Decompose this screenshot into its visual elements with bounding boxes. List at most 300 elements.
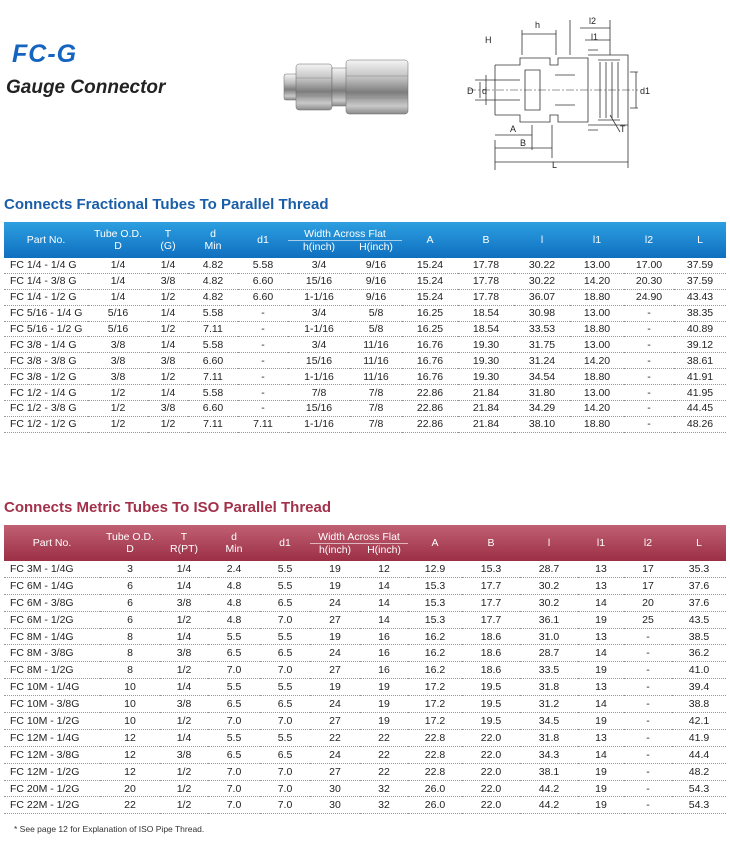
table-cell: 7.0 bbox=[208, 780, 260, 797]
table-cell: 3/8 bbox=[148, 273, 188, 289]
table-cell: 3/4 bbox=[288, 305, 350, 321]
table-cell: 30.22 bbox=[514, 273, 570, 289]
col-width-across-flat: Width Across Flat h(inch) H(inch) bbox=[288, 222, 402, 258]
table-cell: 31.80 bbox=[514, 385, 570, 401]
table-cell: 7.0 bbox=[260, 763, 310, 780]
table-cell: 44.4 bbox=[672, 746, 726, 763]
table-cell: 15/16 bbox=[288, 273, 350, 289]
table-row bbox=[4, 679, 726, 696]
table-row bbox=[4, 577, 726, 594]
table-cell: 24 bbox=[310, 696, 360, 713]
label-h: h bbox=[535, 20, 541, 30]
table-cell: 6.60 bbox=[188, 353, 238, 369]
col-l: l bbox=[520, 525, 578, 561]
table-cell: 36.2 bbox=[672, 645, 726, 662]
table-cell: 12 bbox=[100, 729, 160, 746]
part-number-cell: FC 3/8 - 1/4 G bbox=[4, 337, 88, 353]
table-cell: 22.0 bbox=[462, 746, 520, 763]
table-cell: 38.8 bbox=[672, 696, 726, 713]
footnote: * See page 12 for Explanation of ISO Pipe Thread. bbox=[14, 824, 205, 834]
dimension-drawing bbox=[460, 10, 730, 175]
table-cell: 18.80 bbox=[570, 289, 624, 305]
table-row bbox=[4, 385, 726, 401]
table-row bbox=[4, 401, 726, 417]
table-cell: 12 bbox=[100, 746, 160, 763]
table-cell: 19 bbox=[310, 628, 360, 645]
table-cell: 13.00 bbox=[570, 305, 624, 321]
table-cell: 1/2 bbox=[88, 385, 148, 401]
table-cell: - bbox=[238, 385, 288, 401]
table-cell: 22.8 bbox=[408, 763, 462, 780]
table-row bbox=[4, 416, 726, 432]
table-cell: 1-1/16 bbox=[288, 369, 350, 385]
table-cell: 30.98 bbox=[514, 305, 570, 321]
table-cell: 19 bbox=[578, 611, 624, 628]
label-H: H bbox=[485, 35, 492, 45]
product-code-title: FC-G bbox=[12, 40, 78, 68]
table-cell: 31.75 bbox=[514, 337, 570, 353]
table-cell: 22 bbox=[310, 729, 360, 746]
table-cell: 6 bbox=[100, 577, 160, 594]
table-cell: 15.24 bbox=[402, 258, 458, 273]
table-cell: 15.3 bbox=[408, 594, 462, 611]
table-cell: 27 bbox=[310, 611, 360, 628]
col-part-no: Part No. bbox=[4, 525, 100, 561]
table-cell: 1/4 bbox=[88, 258, 148, 273]
table-row bbox=[4, 611, 726, 628]
table-cell: 13 bbox=[578, 729, 624, 746]
table-cell: 19 bbox=[360, 679, 408, 696]
table-cell: 5.58 bbox=[188, 337, 238, 353]
table-cell: 13 bbox=[578, 561, 624, 577]
table-cell: 4.82 bbox=[188, 273, 238, 289]
table-row bbox=[4, 628, 726, 645]
table-cell: 17 bbox=[624, 577, 672, 594]
table-cell: 7.0 bbox=[260, 713, 310, 730]
table-cell: 12 bbox=[100, 763, 160, 780]
table-cell: - bbox=[238, 321, 288, 337]
col-l2: l2 bbox=[624, 222, 674, 258]
table-cell: 34.3 bbox=[520, 746, 578, 763]
table-cell: 6.5 bbox=[260, 594, 310, 611]
fractional-dimensions-table bbox=[4, 222, 726, 433]
table-cell: 13.00 bbox=[570, 337, 624, 353]
table-cell: 30 bbox=[310, 797, 360, 814]
table-cell: 3/8 bbox=[148, 353, 188, 369]
table-row bbox=[4, 645, 726, 662]
table-cell: 7.11 bbox=[188, 369, 238, 385]
table-cell: 38.10 bbox=[514, 416, 570, 432]
table-cell: 3/4 bbox=[288, 337, 350, 353]
table-cell: 19.30 bbox=[458, 337, 514, 353]
table-cell: 15.3 bbox=[408, 577, 462, 594]
table-cell: 15.24 bbox=[402, 273, 458, 289]
table-cell: 19.5 bbox=[462, 696, 520, 713]
table-cell: 40.89 bbox=[674, 321, 726, 337]
table-cell: - bbox=[624, 763, 672, 780]
metric-dimensions-table bbox=[4, 525, 726, 814]
table-cell: 30.22 bbox=[514, 258, 570, 273]
table-cell: 19 bbox=[578, 662, 624, 679]
table-cell: 14 bbox=[578, 645, 624, 662]
table-row bbox=[4, 780, 726, 797]
table-cell: 22.86 bbox=[402, 401, 458, 417]
table-cell: 48.2 bbox=[672, 763, 726, 780]
table-cell: - bbox=[624, 679, 672, 696]
table-cell: 27 bbox=[310, 763, 360, 780]
table-cell: 3/8 bbox=[88, 337, 148, 353]
table-cell: 15/16 bbox=[288, 401, 350, 417]
table-cell: 3/8 bbox=[88, 353, 148, 369]
table-cell: 1-1/16 bbox=[288, 321, 350, 337]
table-cell: 18.6 bbox=[462, 662, 520, 679]
table-row bbox=[4, 713, 726, 730]
part-number-cell: FC 12M - 1/2G bbox=[4, 763, 100, 780]
table-cell: 17.2 bbox=[408, 679, 462, 696]
table-cell: 34.29 bbox=[514, 401, 570, 417]
table-cell: 5.58 bbox=[238, 258, 288, 273]
table-cell: 22 bbox=[360, 763, 408, 780]
table-cell: 14 bbox=[578, 746, 624, 763]
table-cell: - bbox=[624, 416, 674, 432]
part-number-cell: FC 5/16 - 1/2 G bbox=[4, 321, 88, 337]
table-cell: 22.86 bbox=[402, 416, 458, 432]
table-cell: 32 bbox=[360, 797, 408, 814]
col-B: B bbox=[462, 525, 520, 561]
table-cell: - bbox=[624, 337, 674, 353]
table-cell: 21.84 bbox=[458, 401, 514, 417]
table-cell: 1/2 bbox=[148, 289, 188, 305]
table-cell: 1/2 bbox=[148, 369, 188, 385]
table-cell: 1/2 bbox=[88, 401, 148, 417]
table-cell: 22.0 bbox=[462, 797, 520, 814]
table-cell: 1/2 bbox=[160, 780, 208, 797]
table-cell: 18.80 bbox=[570, 321, 624, 337]
table-cell: 18.80 bbox=[570, 369, 624, 385]
table-row bbox=[4, 746, 726, 763]
table-cell: 24 bbox=[310, 594, 360, 611]
table-cell: 3/8 bbox=[88, 369, 148, 385]
table-cell: 10 bbox=[100, 679, 160, 696]
part-number-cell: FC 6M - 3/8G bbox=[4, 594, 100, 611]
table-cell: 37.6 bbox=[672, 594, 726, 611]
table-cell: 38.61 bbox=[674, 353, 726, 369]
table-cell: 38.1 bbox=[520, 763, 578, 780]
table-cell: 1/4 bbox=[148, 305, 188, 321]
table-cell: 22 bbox=[100, 797, 160, 814]
part-number-cell: FC 12M - 3/8G bbox=[4, 746, 100, 763]
table-row bbox=[4, 729, 726, 746]
col-d-min: d Min bbox=[188, 222, 238, 258]
table-cell: 5.5 bbox=[260, 561, 310, 577]
table-cell: 22.0 bbox=[462, 763, 520, 780]
table-cell: 7.0 bbox=[208, 713, 260, 730]
part-number-cell: FC 6M - 1/2G bbox=[4, 611, 100, 628]
table-cell: 28.7 bbox=[520, 561, 578, 577]
table-cell: 17.00 bbox=[624, 258, 674, 273]
table-cell: 16.25 bbox=[402, 321, 458, 337]
table-row bbox=[4, 594, 726, 611]
table-cell: 13 bbox=[578, 679, 624, 696]
table-cell: 37.6 bbox=[672, 577, 726, 594]
table-cell: - bbox=[624, 401, 674, 417]
table-cell: 37.59 bbox=[674, 258, 726, 273]
table-cell: - bbox=[624, 628, 672, 645]
table-cell: 7/8 bbox=[350, 385, 402, 401]
table-cell: 16.76 bbox=[402, 337, 458, 353]
table-cell: - bbox=[624, 713, 672, 730]
table-cell: 17.2 bbox=[408, 696, 462, 713]
table-cell: 11/16 bbox=[350, 353, 402, 369]
table-row bbox=[4, 662, 726, 679]
table-cell: 34.54 bbox=[514, 369, 570, 385]
table-cell: 6.5 bbox=[208, 746, 260, 763]
table-cell: 42.1 bbox=[672, 713, 726, 730]
table-row bbox=[4, 321, 726, 337]
product-name-subtitle: Gauge Connector bbox=[6, 77, 166, 98]
table-cell: 54.3 bbox=[672, 797, 726, 814]
table-cell: 22.8 bbox=[408, 729, 462, 746]
table-cell: 19 bbox=[310, 577, 360, 594]
table-cell: 19.30 bbox=[458, 353, 514, 369]
table-cell: 3/8 bbox=[160, 746, 208, 763]
table-cell: 22.0 bbox=[462, 729, 520, 746]
table-cell: 17.78 bbox=[458, 289, 514, 305]
table-cell: 30.2 bbox=[520, 577, 578, 594]
table-cell: 1/4 bbox=[160, 561, 208, 577]
part-number-cell: FC 20M - 1/2G bbox=[4, 780, 100, 797]
part-number-cell: FC 3/8 - 1/2 G bbox=[4, 369, 88, 385]
table-cell: - bbox=[238, 305, 288, 321]
table-cell: 1/2 bbox=[160, 763, 208, 780]
table-cell: 10 bbox=[100, 713, 160, 730]
table-cell: 1/4 bbox=[148, 337, 188, 353]
table-cell: 54.3 bbox=[672, 780, 726, 797]
col-d1: d1 bbox=[260, 525, 310, 561]
table-cell: 16.2 bbox=[408, 645, 462, 662]
table-cell: 43.43 bbox=[674, 289, 726, 305]
table-cell: 8 bbox=[100, 645, 160, 662]
table-cell: 20 bbox=[624, 594, 672, 611]
table-cell: 19 bbox=[578, 763, 624, 780]
col-tube-od: Tube O.D. D bbox=[100, 525, 160, 561]
part-number-cell: FC 10M - 3/8G bbox=[4, 696, 100, 713]
table-cell: 22 bbox=[360, 729, 408, 746]
table-cell: 19 bbox=[578, 797, 624, 814]
table-cell: 14 bbox=[360, 577, 408, 594]
table-row bbox=[4, 353, 726, 369]
table-cell: 5.5 bbox=[260, 679, 310, 696]
col-d-min: d Min bbox=[208, 525, 260, 561]
table-cell: 6.5 bbox=[208, 645, 260, 662]
table-cell: - bbox=[238, 353, 288, 369]
col-l2: l2 bbox=[624, 525, 672, 561]
table-cell: 5.5 bbox=[208, 679, 260, 696]
table-cell: 7.0 bbox=[260, 611, 310, 628]
table-cell: 11/16 bbox=[350, 369, 402, 385]
table-cell: 1-1/16 bbox=[288, 289, 350, 305]
table-cell: 1/2 bbox=[88, 416, 148, 432]
table-cell: 16 bbox=[360, 645, 408, 662]
table-cell: 5/8 bbox=[350, 321, 402, 337]
table-cell: 1/4 bbox=[148, 258, 188, 273]
col-tube-od: Tube O.D. D bbox=[88, 222, 148, 258]
table-cell: 7.11 bbox=[238, 416, 288, 432]
table-cell: 17.7 bbox=[462, 611, 520, 628]
table-cell: 22.0 bbox=[462, 780, 520, 797]
label-B: B bbox=[520, 138, 527, 148]
table-cell: 27 bbox=[310, 662, 360, 679]
table-cell: - bbox=[238, 369, 288, 385]
table-cell: 22 bbox=[360, 746, 408, 763]
table-cell: 17.2 bbox=[408, 713, 462, 730]
table-cell: - bbox=[624, 353, 674, 369]
table-cell: 18.54 bbox=[458, 321, 514, 337]
col-A: A bbox=[408, 525, 462, 561]
table-row bbox=[4, 337, 726, 353]
table-row bbox=[4, 561, 726, 577]
table-cell: 14 bbox=[578, 594, 624, 611]
table-cell: 3 bbox=[100, 561, 160, 577]
table-cell: 7.0 bbox=[208, 797, 260, 814]
table-row bbox=[4, 797, 726, 814]
table-cell: 5.5 bbox=[208, 729, 260, 746]
table-cell: - bbox=[624, 305, 674, 321]
table-row bbox=[4, 369, 726, 385]
table-cell: 41.0 bbox=[672, 662, 726, 679]
table-cell: 31.0 bbox=[520, 628, 578, 645]
table-cell: 32 bbox=[360, 780, 408, 797]
table-cell: 15.24 bbox=[402, 289, 458, 305]
table-cell: 1/4 bbox=[160, 577, 208, 594]
table-cell: 31.24 bbox=[514, 353, 570, 369]
table-cell: 3/8 bbox=[160, 696, 208, 713]
table-cell: 16.76 bbox=[402, 353, 458, 369]
table-cell: - bbox=[624, 780, 672, 797]
table-cell: 4.8 bbox=[208, 611, 260, 628]
table-cell: 6.5 bbox=[260, 696, 310, 713]
table-cell: 26.0 bbox=[408, 780, 462, 797]
table-cell: 6.60 bbox=[188, 401, 238, 417]
part-number-cell: FC 1/2 - 3/8 G bbox=[4, 401, 88, 417]
table-cell: 43.5 bbox=[672, 611, 726, 628]
table-cell: - bbox=[238, 401, 288, 417]
table-cell: 1/2 bbox=[160, 662, 208, 679]
table-cell: 41.91 bbox=[674, 369, 726, 385]
table-cell: 15/16 bbox=[288, 353, 350, 369]
table-cell: 7.0 bbox=[208, 662, 260, 679]
table-cell: 10 bbox=[100, 696, 160, 713]
col-B: B bbox=[458, 222, 514, 258]
table-cell: 18.80 bbox=[570, 416, 624, 432]
table-cell: 16.76 bbox=[402, 369, 458, 385]
table-cell: 14.20 bbox=[570, 273, 624, 289]
table-cell: 30 bbox=[310, 780, 360, 797]
table-cell: 17 bbox=[624, 561, 672, 577]
table-cell: 19 bbox=[360, 713, 408, 730]
table-cell: - bbox=[624, 645, 672, 662]
table-row bbox=[4, 305, 726, 321]
part-number-cell: FC 5/16 - 1/4 G bbox=[4, 305, 88, 321]
table-cell: 17.78 bbox=[458, 258, 514, 273]
table-cell: 4.8 bbox=[208, 594, 260, 611]
table-cell: 44.45 bbox=[674, 401, 726, 417]
table-cell: 21.84 bbox=[458, 385, 514, 401]
table-cell: 6 bbox=[100, 594, 160, 611]
fractional-table-body bbox=[4, 258, 726, 432]
table-cell: 24 bbox=[310, 746, 360, 763]
col-l: l bbox=[514, 222, 570, 258]
table-cell: 1-1/16 bbox=[288, 416, 350, 432]
table-cell: 11/16 bbox=[350, 337, 402, 353]
table-cell: - bbox=[624, 746, 672, 763]
part-number-cell: FC 22M - 1/2G bbox=[4, 797, 100, 814]
table-cell: 3/4 bbox=[288, 258, 350, 273]
table-cell: 17.7 bbox=[462, 594, 520, 611]
table-cell: 5.58 bbox=[188, 305, 238, 321]
table-cell: 13 bbox=[578, 577, 624, 594]
table-cell: 1/4 bbox=[88, 289, 148, 305]
col-width-across-flat: Width Across Flat h(inch) H(inch) bbox=[310, 525, 408, 561]
table-cell: 19 bbox=[310, 561, 360, 577]
table-cell: 18.6 bbox=[462, 645, 520, 662]
metric-table-body bbox=[4, 561, 726, 814]
table-cell: 15.3 bbox=[408, 611, 462, 628]
table-cell: 44.2 bbox=[520, 780, 578, 797]
label-l1: l1 bbox=[591, 32, 599, 42]
table-cell: 4.82 bbox=[188, 289, 238, 305]
table-cell: 24 bbox=[310, 645, 360, 662]
table-cell: 25 bbox=[624, 611, 672, 628]
table-cell: 1/4 bbox=[160, 628, 208, 645]
table-cell: 9/16 bbox=[350, 289, 402, 305]
table-cell: 16.25 bbox=[402, 305, 458, 321]
table-cell: 1/2 bbox=[148, 416, 188, 432]
table-cell: 12.9 bbox=[408, 561, 462, 577]
col-thread: T R(PT) bbox=[160, 525, 208, 561]
table-cell: 16.2 bbox=[408, 662, 462, 679]
table-cell: 14.20 bbox=[570, 353, 624, 369]
table-cell: 15.3 bbox=[462, 561, 520, 577]
metric-section-title: Connects Metric Tubes To ISO Parallel Thread bbox=[4, 499, 332, 516]
table-cell: 1/4 bbox=[160, 679, 208, 696]
table-cell: 1/2 bbox=[160, 797, 208, 814]
table-cell: 19.5 bbox=[462, 679, 520, 696]
table-row bbox=[4, 696, 726, 713]
table-cell: 6.60 bbox=[238, 289, 288, 305]
table-cell: 13 bbox=[578, 628, 624, 645]
table-cell: 16 bbox=[360, 662, 408, 679]
table-cell: 37.59 bbox=[674, 273, 726, 289]
label-A: A bbox=[510, 124, 517, 134]
table-row bbox=[4, 273, 726, 289]
part-number-cell: FC 6M - 1/4G bbox=[4, 577, 100, 594]
fractional-section-title: Connects Fractional Tubes To Parallel Thread bbox=[4, 196, 329, 213]
table-cell: 1/4 bbox=[160, 729, 208, 746]
part-number-cell: FC 3M - 1/4G bbox=[4, 561, 100, 577]
table-cell: 36.1 bbox=[520, 611, 578, 628]
table-cell: 1/4 bbox=[148, 385, 188, 401]
table-cell: 7/8 bbox=[288, 385, 350, 401]
table-cell: 44.2 bbox=[520, 797, 578, 814]
table-cell: 16.2 bbox=[408, 628, 462, 645]
table-cell: 35.3 bbox=[672, 561, 726, 577]
table-cell: 18.6 bbox=[462, 628, 520, 645]
part-number-cell: FC 8M - 1/4G bbox=[4, 628, 100, 645]
table-cell: 30.2 bbox=[520, 594, 578, 611]
table-cell: - bbox=[624, 321, 674, 337]
col-l1: l1 bbox=[570, 222, 624, 258]
